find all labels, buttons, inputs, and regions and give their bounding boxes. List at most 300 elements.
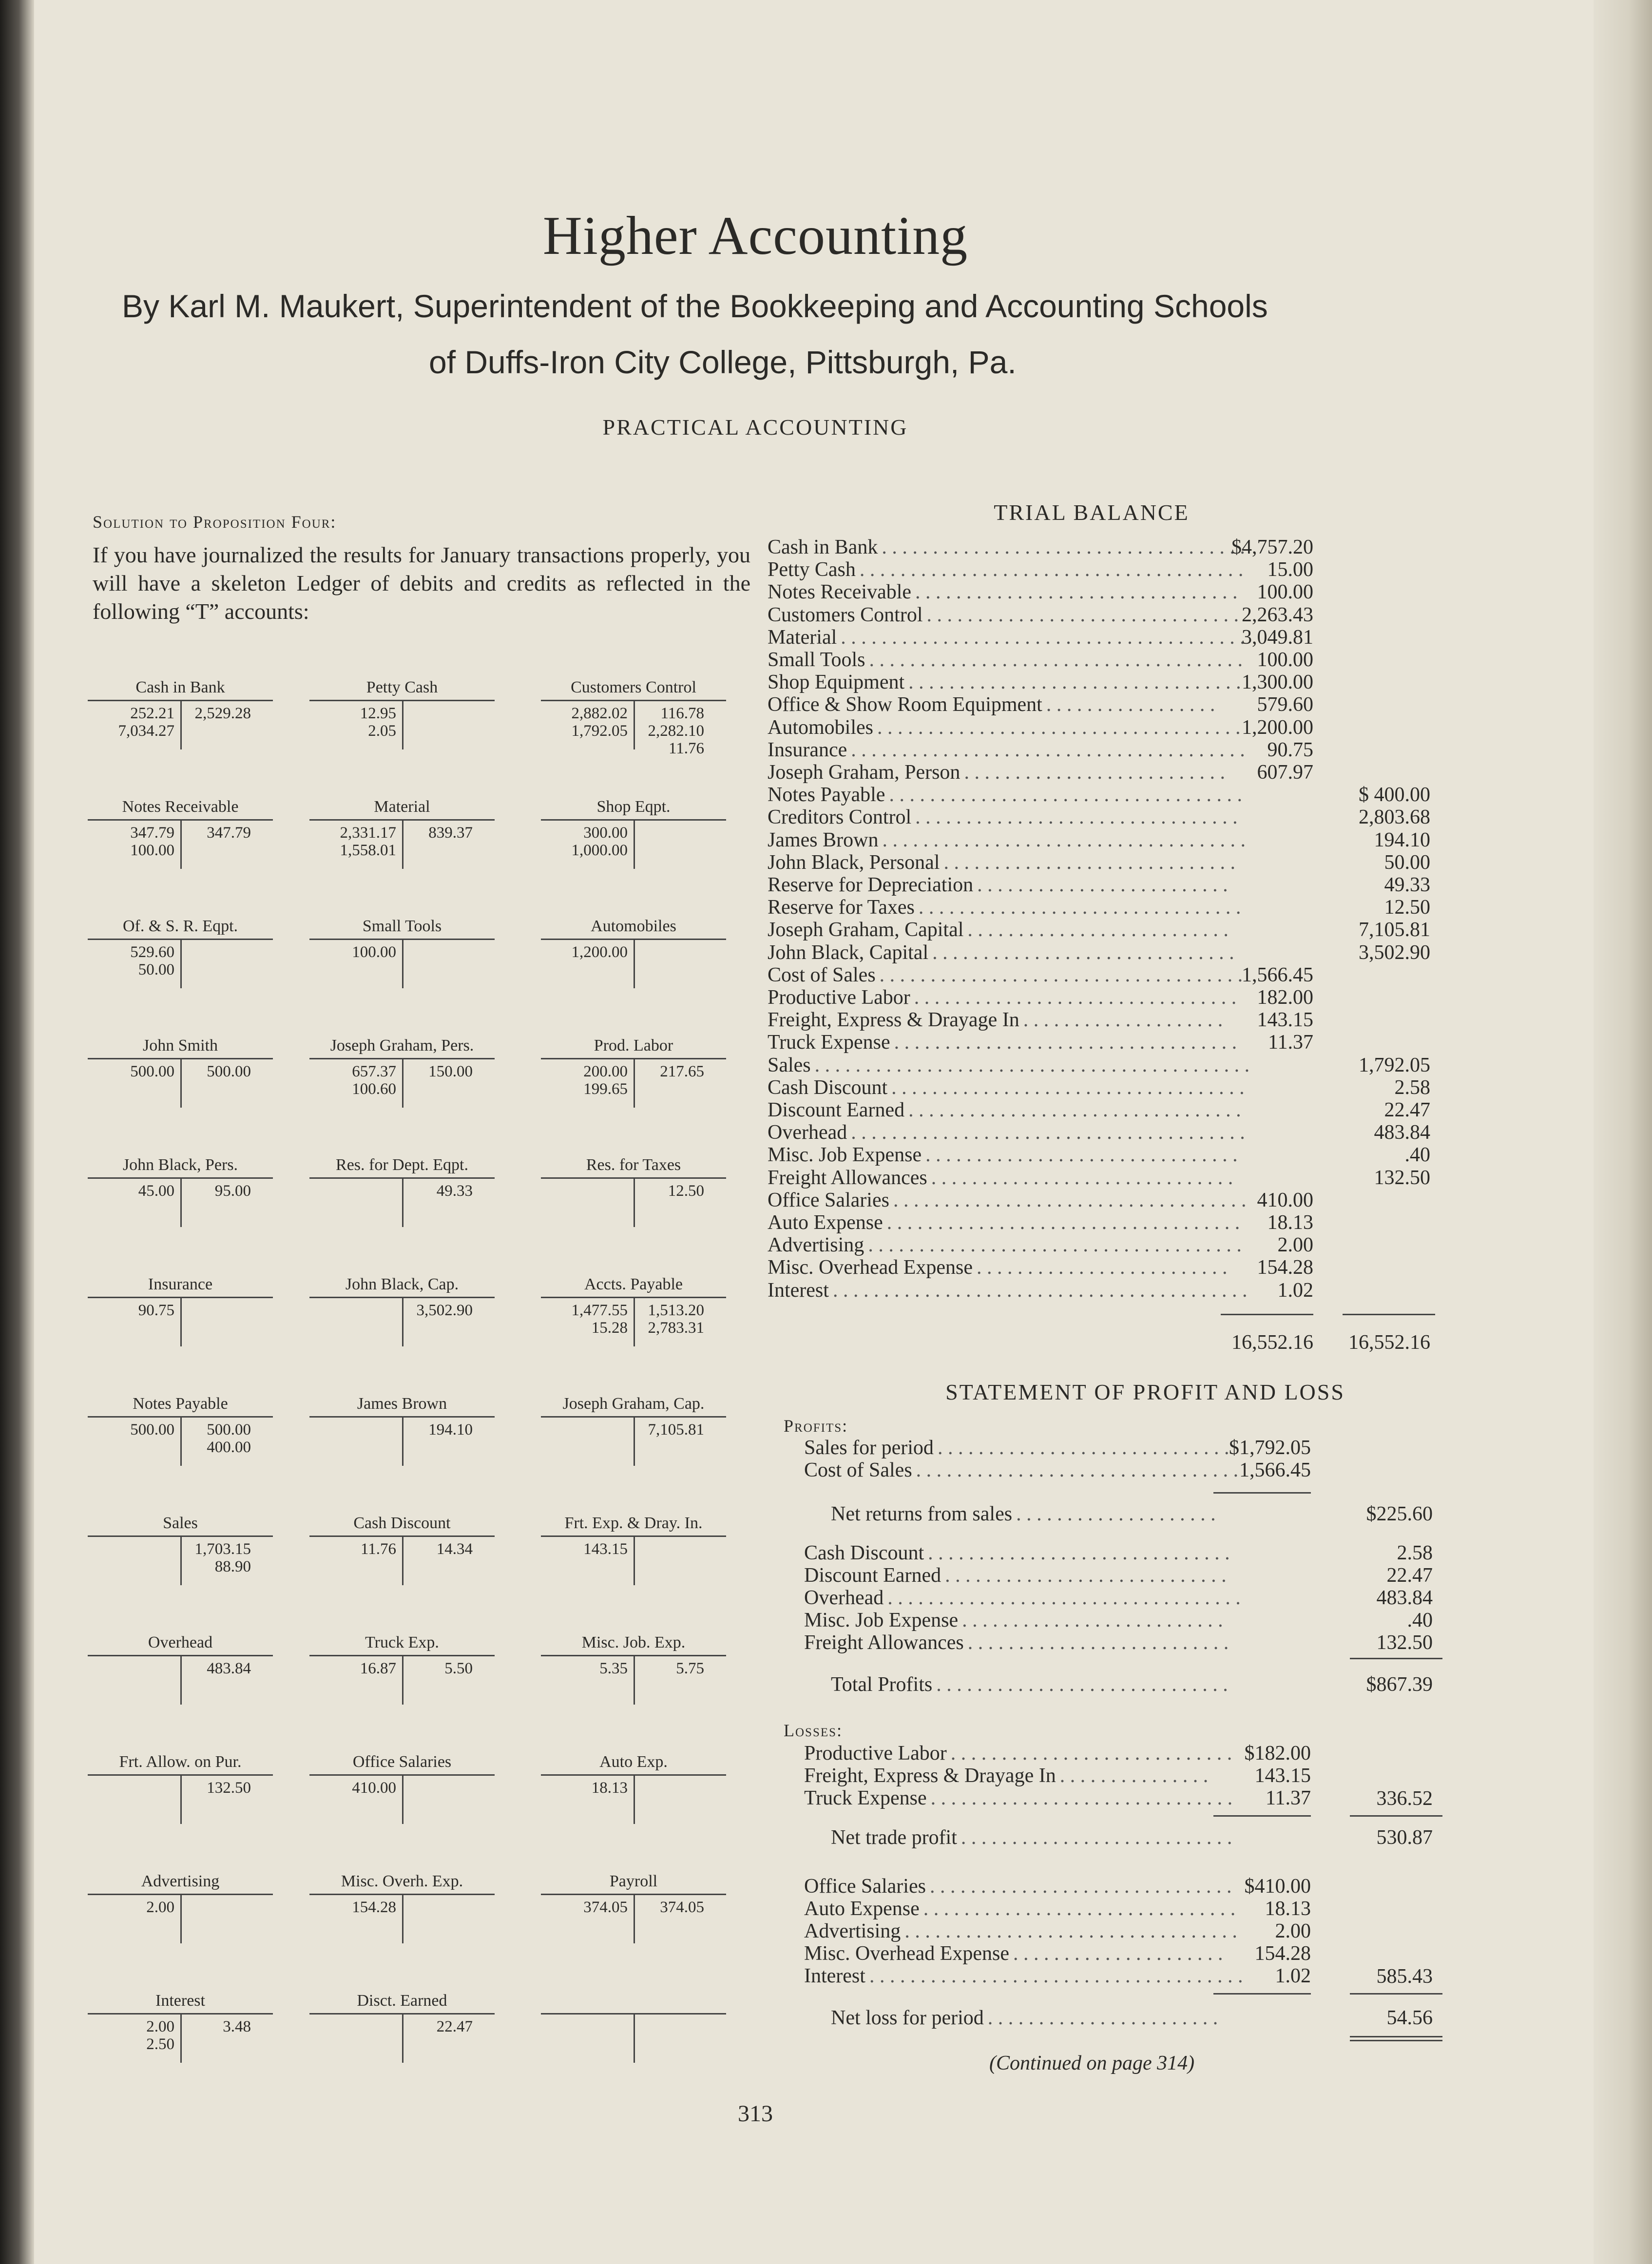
row-value: 143.15 <box>1257 1009 1313 1032</box>
row-value: 90.75 <box>1267 738 1313 761</box>
double-rule <box>1350 2040 1442 2041</box>
page-edge <box>1594 0 1652 2264</box>
t-account-name: Cash Discount <box>353 1514 451 1532</box>
solution-heading: Solution to Proposition Four: <box>93 512 337 532</box>
leader-dots: . . . . . . . . . . . . . . . . . . . . . . . . . <box>977 1256 1228 1279</box>
row-label: Productive Labor <box>768 986 910 1009</box>
t-account-credits: 150.00 <box>428 1063 473 1080</box>
row-label: Creditors Control <box>768 806 912 829</box>
leader-dots: . . . . . . . . . . . . . . . . . . . . . . . . . . . <box>960 1826 1232 1849</box>
leader-dots: . . . . . . . . . . . . . . . . . . . . . . . . . . . . . . . . <box>915 581 1238 604</box>
t-account <box>541 917 726 985</box>
t-account <box>309 1992 495 2060</box>
trial-balance-total-debit: 16,552.16 <box>1231 1331 1313 1354</box>
ledger-row <box>768 761 1430 784</box>
row-value-2: .40 <box>1407 1609 1433 1631</box>
t-account-credits: 12.50 <box>668 1182 704 1200</box>
t-account-name: Sales <box>163 1514 198 1532</box>
ledger-row <box>768 693 1430 716</box>
row-label: Material <box>768 626 837 649</box>
leader-dots: . . . . . . . . . . . . . . . . . . . . . . . . . . . . . . . . <box>916 1459 1239 1481</box>
losses-2-total: 585.43 <box>1376 1965 1433 1988</box>
row-value-2: 22.47 <box>1384 1099 1430 1121</box>
row-value-2: 50.00 <box>1384 851 1430 874</box>
row-label: Sales <box>768 1054 811 1076</box>
t-account-name: Payroll <box>609 1872 658 1890</box>
t-account-name: Prod. Labor <box>594 1036 673 1055</box>
leader-dots: . . . . . . . . . . . . . . . . . . . . . . . . . . . . . . . <box>925 1144 1238 1167</box>
ledger-row <box>804 1920 1311 1942</box>
t-account-divider <box>634 1298 635 1346</box>
ledger-row <box>804 1875 1311 1898</box>
leader-dots: . . . . . . . . . . . . . . . . . . . . . . . . . . . . <box>950 1742 1232 1765</box>
t-account <box>88 1992 273 2060</box>
row-value: 1,566.45 <box>1242 963 1313 986</box>
ledger-row <box>804 1587 1433 1609</box>
t-account-debits: 500.00 <box>130 1421 174 1439</box>
t-account-name: John Black, Cap. <box>345 1275 459 1293</box>
leader-dots: . . . . . . . . . . . . . . . . . . . . . . . . . . . . . <box>936 1673 1228 1696</box>
t-account-divider <box>402 1178 403 1227</box>
ledger-row <box>804 1673 1433 1696</box>
trial-balance-total-credit: 16,552.16 <box>1348 1331 1430 1354</box>
t-account-credits: 500.00 <box>207 1063 251 1080</box>
t-account <box>309 1395 495 1463</box>
t-account-divider <box>634 1178 635 1227</box>
leader-dots: . . . . . . . . . . . . . . . . . . . . . . . . . . . . . . <box>931 1166 1233 1189</box>
t-account-name: Truck Exp. <box>365 1633 439 1651</box>
row-value-2: 2.58 <box>1394 1076 1430 1099</box>
t-account-debits: 374.05 <box>583 1899 628 1916</box>
ledger-row <box>768 851 1430 874</box>
t-account-credits: 1,703.15 88.90 <box>194 1540 251 1575</box>
row-value: 154.28 <box>1257 1256 1313 1279</box>
ledger-row <box>768 784 1430 806</box>
t-account-name: Insurance <box>148 1275 213 1293</box>
t-account-name: Notes Payable <box>133 1395 228 1413</box>
leader-dots: . . . . . . . . . . . . . . . . . . . . . . . . . . . . . . <box>928 1542 1230 1564</box>
t-account-name: Notes Receivable <box>122 798 239 816</box>
leader-dots: . . . . . . . . . . . . . . . . . . . . . . . . . . . . . . . . . . . . . <box>869 649 1243 671</box>
t-account-credits: 217.65 <box>660 1063 704 1080</box>
ledger-row <box>768 829 1430 851</box>
row-label: Freight Allowances <box>804 1631 964 1654</box>
row-label: John Black, Personal <box>768 851 940 874</box>
byline-line-2: of Duffs-Iron City College, Pittsburgh, Pa. <box>429 344 1017 380</box>
t-account-divider <box>634 1895 635 1943</box>
row-value: $4,757.20 <box>1231 536 1313 558</box>
leader-dots: . . . . . . . . . . . . . . . . . . . . <box>1016 1503 1216 1525</box>
row-label: Net trade profit <box>831 1826 957 1849</box>
t-account-divider <box>634 1536 635 1585</box>
ledger-row <box>768 649 1430 671</box>
row-label: Office Salaries <box>804 1875 926 1898</box>
t-account-name: Material <box>374 798 430 816</box>
row-label: John Black, Capital <box>768 941 929 964</box>
row-value-2: .40 <box>1404 1144 1430 1167</box>
t-account <box>88 1872 273 1940</box>
ledger-row <box>768 604 1430 626</box>
t-account-divider <box>634 1417 635 1466</box>
row-value-2: 530.87 <box>1376 1826 1433 1849</box>
ledger-row <box>768 716 1430 739</box>
t-account-credits: 1,513.20 2,783.31 <box>648 1302 704 1337</box>
t-account-name: Res. for Taxes <box>586 1156 681 1174</box>
ledger-row <box>768 1256 1430 1279</box>
row-label: Freight, Express & Drayage In <box>768 1009 1019 1032</box>
t-account-name: Shop Eqpt. <box>596 798 671 816</box>
row-value-2: 132.50 <box>1374 1166 1430 1189</box>
ledger-row <box>768 739 1430 761</box>
t-account-credits: 5.50 <box>444 1660 473 1677</box>
row-label: Freight, Express & Drayage In <box>804 1765 1056 1787</box>
row-value: 154.28 <box>1254 1942 1311 1965</box>
ledger-row <box>768 1144 1430 1166</box>
row-value: 1.02 <box>1275 1965 1311 1987</box>
t-account-divider <box>402 940 403 988</box>
leader-dots: . . . . . . . . . . . . . . . . . . . . . . . . . . . . . . . <box>926 603 1239 626</box>
t-account <box>88 1753 273 1821</box>
row-value-2: 54.56 <box>1386 2007 1433 2029</box>
leader-dots: . . . . . . . . . . . . . . . . . . . . . . . . . . . . . . . . . <box>908 1099 1241 1121</box>
leader-dots: . . . . . . . . . . . . . . . . . . . . . . . . . . <box>964 761 1225 784</box>
t-account-divider <box>634 940 635 988</box>
row-label: Interest <box>804 1965 865 1987</box>
ledger-row <box>768 986 1430 1009</box>
subtotal-rule <box>1213 1492 1311 1494</box>
row-label: Net returns from sales <box>831 1503 1013 1525</box>
t-account-debits: 1,477.55 15.28 <box>571 1302 628 1337</box>
t-account-debits: 2,882.02 1,792.05 <box>571 705 628 740</box>
ledger-row <box>768 1234 1430 1256</box>
t-account-credits: 483.84 <box>207 1660 251 1677</box>
t-account <box>309 678 495 747</box>
row-value: 143.15 <box>1254 1765 1311 1787</box>
t-account-name: Office Salaries <box>352 1753 452 1771</box>
subtotal-rule <box>1350 1815 1442 1817</box>
t-account-divider <box>180 701 182 749</box>
t-account-debits: 500.00 <box>130 1063 174 1080</box>
row-label: Misc. Overhead Expense <box>768 1256 973 1279</box>
t-account <box>88 1275 273 1343</box>
row-value-2: 3,502.90 <box>1359 941 1430 964</box>
t-account-name: Auto Exp. <box>599 1753 668 1771</box>
row-label: Auto Expense <box>804 1898 920 1920</box>
t-account-credits: 49.33 <box>436 1182 473 1200</box>
row-label: Advertising <box>804 1920 901 1942</box>
ledger-row <box>768 536 1430 558</box>
row-value: 2.00 <box>1275 1920 1311 1942</box>
t-account <box>541 1514 726 1582</box>
t-account-name: James Brown <box>357 1395 447 1413</box>
leader-dots: . . . . . . . . . . . . . . . . . . . . . . . . . . . . . . <box>930 1787 1233 1809</box>
t-account-divider <box>402 1775 403 1824</box>
row-label: Net loss for period <box>831 2007 984 2029</box>
ledger-row <box>768 626 1430 649</box>
row-label: Reserve for Depreciation <box>768 874 974 896</box>
subtotal-rule <box>1213 1993 1311 1995</box>
t-account-divider <box>634 701 635 749</box>
double-rule <box>1350 2036 1442 2037</box>
row-label: Shop Equipment <box>768 671 905 694</box>
row-label: Notes Receivable <box>768 581 912 604</box>
ledger-row <box>768 1167 1430 1189</box>
t-account-debits: 2,331.17 1,558.01 <box>340 824 396 859</box>
t-account-name: Overhead <box>148 1633 213 1651</box>
t-account <box>541 1036 726 1105</box>
leader-dots: . . . . . . . . . . . . . . . . . . . . . . . . . . . . . . . . . . . <box>889 784 1242 806</box>
t-account <box>88 1036 273 1105</box>
leader-dots: . . . . . . . . . . . . . . . . . . . . . . . . . . . . . . . . . . . . . . . . . <box>832 1279 1248 1302</box>
row-value: $1,792.05 <box>1229 1437 1311 1459</box>
t-account-name: Petty Cash <box>366 678 438 696</box>
row-value-2: $ 400.00 <box>1359 784 1430 806</box>
losses-1-total: 336.52 <box>1376 1787 1433 1810</box>
t-account-divider <box>402 820 403 869</box>
t-account-credits: 95.00 <box>214 1182 251 1200</box>
subtotal-rule <box>1213 1815 1311 1817</box>
byline-line-1: By Karl M. Maukert, Superintendent of the Bookkeeping and Accounting Schools <box>122 288 1268 324</box>
ledger-row <box>768 1054 1430 1076</box>
t-account-name: Misc. Overh. Exp. <box>341 1872 463 1890</box>
t-account-credits: 5.75 <box>676 1660 704 1677</box>
row-value: 1.02 <box>1277 1279 1313 1302</box>
t-account-name: John Black, Pers. <box>122 1156 238 1174</box>
t-account-credits: 500.00 400.00 <box>207 1421 251 1456</box>
leader-dots: . . . . . . . . . . . . . . . . . . . . . . . . . . . . . . . . . . . . . . . . . . . <box>814 1054 1250 1076</box>
row-value-2: 1,792.05 <box>1359 1054 1430 1076</box>
article-title: Higher Accounting <box>542 206 968 266</box>
t-account-credits: 347.79 <box>207 824 251 842</box>
ledger-row <box>804 1437 1311 1459</box>
profits-label: Profits: <box>784 1416 848 1436</box>
ledger-row <box>804 1826 1433 1849</box>
ledger-row <box>804 1609 1433 1631</box>
row-value: 607.97 <box>1257 761 1313 784</box>
leader-dots: . . . . . . . . . . . . . . . . . . . . . . . . . . . . . . . . . . . <box>891 1076 1245 1099</box>
t-account-debits: 200.00 199.65 <box>583 1063 628 1098</box>
row-value: 1,566.45 <box>1239 1459 1311 1481</box>
row-value-2: 483.84 <box>1374 1121 1430 1144</box>
t-account-debits: 657.37 100.60 <box>352 1063 396 1098</box>
leader-dots: . . . . . . . . . . . . . . . . . . . . . . . . . <box>977 874 1228 896</box>
t-account <box>541 1633 726 1702</box>
leader-dots: . . . . . . . . . . . . . . . . . . . . . . . . . . . . . . . . <box>914 986 1237 1009</box>
subtotal-rule <box>1350 1658 1442 1659</box>
t-account-name: Frt. Exp. & Dray. In. <box>564 1514 703 1532</box>
t-account-name: Accts. Payable <box>584 1275 683 1293</box>
leader-dots: . . . . . . . . . . . . . . . . . . . . . . . . . . . . . . . . . . . . . <box>868 1234 1242 1257</box>
ledger-row <box>768 558 1430 581</box>
leader-dots: . . . . . . . . . . . . . . . . . . . . . . . . . . . . . . . . . <box>904 1920 1237 1942</box>
ledger-row <box>768 964 1430 986</box>
t-account-debits: 300.00 1,000.00 <box>571 824 628 859</box>
t-account-divider <box>402 701 403 749</box>
row-label: Interest <box>768 1279 829 1302</box>
t-account-debits: 16.87 <box>360 1660 396 1677</box>
leader-dots: . . . . . . . . . . . . . . . . . . . . . . . . . . . . . . . . . . . <box>886 1211 1240 1234</box>
ledger-row <box>804 1787 1311 1809</box>
row-label: Cost of Sales <box>804 1459 912 1481</box>
ledger-row <box>768 671 1430 693</box>
row-value: 18.13 <box>1265 1898 1311 1920</box>
row-value-2: $867.39 <box>1366 1673 1433 1696</box>
t-account-name: Disct. Earned <box>357 1992 447 2010</box>
t-account-debits: 45.00 <box>138 1182 174 1200</box>
t-account-divider <box>180 1656 182 1705</box>
row-value: 1,200.00 <box>1242 716 1313 739</box>
row-value: 100.00 <box>1257 581 1313 604</box>
t-account-divider <box>180 1298 182 1346</box>
row-value: 11.37 <box>1268 1031 1313 1054</box>
row-label: Discount Earned <box>768 1099 905 1121</box>
t-account-divider <box>180 820 182 869</box>
t-account-debits: 5.35 <box>599 1660 628 1677</box>
ledger-row <box>768 1031 1430 1054</box>
row-value-2: 2,803.68 <box>1359 806 1430 829</box>
row-label: Auto Expense <box>768 1211 883 1234</box>
t-account <box>541 1992 726 2060</box>
row-label: Insurance <box>768 738 847 761</box>
row-label: Cash Discount <box>804 1542 924 1564</box>
t-account <box>541 798 726 866</box>
t-account <box>309 1633 495 1702</box>
losses-label: Losses: <box>784 1721 843 1740</box>
t-account-divider <box>634 820 635 869</box>
row-label: Cash Discount <box>768 1076 888 1099</box>
ledger-row <box>804 1542 1433 1564</box>
t-account <box>309 798 495 866</box>
row-value-2: 7,105.81 <box>1359 919 1430 941</box>
ledger-row <box>804 1765 1311 1787</box>
t-account-name: Advertising <box>141 1872 220 1890</box>
t-account-debits: 18.13 <box>591 1779 628 1797</box>
t-account-divider <box>180 940 182 988</box>
ledger-row <box>768 896 1430 919</box>
leader-dots: . . . . . . . . . . . . . . . . . . . . <box>1023 1009 1223 1032</box>
ledger-row <box>804 1898 1311 1920</box>
t-account-divider <box>180 1895 182 1943</box>
t-account-divider <box>634 1059 635 1108</box>
row-label: Joseph Graham, Person <box>768 761 960 784</box>
t-account-divider <box>634 1656 635 1705</box>
row-label: Cost of Sales <box>768 963 876 986</box>
leader-dots: . . . . . . . . . . . . . . . . . . . . . . . . . . . . . <box>943 851 1235 874</box>
row-label: Truck Expense <box>804 1787 927 1809</box>
leader-dots: . . . . . . . . . . . . . . . . . . . . . . . . . . . . . . . . <box>918 896 1241 919</box>
leader-dots: . . . . . . . . . . . . . . . . . . . . . . . . . . . . . . . . <box>915 806 1238 829</box>
t-account-debits: 11.76 <box>360 1540 396 1558</box>
intro-paragraph: If you have journalized the results for January transactions properly, you will have a skeleton Ledger of debits and credits as reflected in the following “T” accounts: <box>93 542 750 624</box>
t-account <box>309 1156 495 1224</box>
t-account-name: Joseph Graham, Cap. <box>562 1395 705 1413</box>
t-account-divider <box>180 1178 182 1227</box>
leader-dots: . . . . . . . . . . . . . . . . . . . . . . . . . . . . . . . . . . . . <box>877 716 1241 739</box>
t-account <box>88 917 273 985</box>
leader-dots: . . . . . . . . . . . . . . . . . . . . . . . . . . . . . . . . . . . . . . . . <box>841 626 1245 649</box>
leader-dots: . . . . . . . . . . . . . . . <box>1059 1765 1209 1787</box>
t-account-credits: 132.50 <box>207 1779 251 1797</box>
leader-dots: . . . . . . . . . . . . . . . . . . . . . . . . . . . . . . <box>932 941 1234 964</box>
row-label: James Brown <box>768 828 879 851</box>
leader-dots: . . . . . . . . . . . . . . . . . . . . . <box>1013 1942 1223 1965</box>
leader-dots: . . . . . . . . . . . . . . . . . . . . . . . . . . . . . . . . . . . . <box>879 963 1243 986</box>
t-account <box>541 678 726 757</box>
leader-dots: . . . . . . . . . . . . . . . . . <box>1046 693 1215 716</box>
t-account-divider <box>402 1417 403 1466</box>
row-value: 579.60 <box>1257 693 1313 716</box>
t-account-name: Frt. Allow. on Pur. <box>119 1753 242 1771</box>
leader-dots: . . . . . . . . . . . . . . . . . . . . . . . . . . <box>962 1609 1223 1631</box>
ledger-row <box>804 1503 1433 1525</box>
t-account-debits: 12.95 2.05 <box>360 705 396 740</box>
row-label: Notes Payable <box>768 784 885 806</box>
t-account-credits: 22.47 <box>436 2018 473 2035</box>
leader-dots: . . . . . . . . . . . . . . . . . . . . . . . . . . . . . . <box>929 1875 1232 1898</box>
row-value-2: 12.50 <box>1384 896 1430 919</box>
row-value: 410.00 <box>1257 1189 1313 1211</box>
t-account <box>309 917 495 985</box>
leader-dots: . . . . . . . . . . . . . . . . . . . . . . . . . . <box>967 1631 1229 1654</box>
ledger-row <box>768 1009 1430 1031</box>
row-label: Reserve for Taxes <box>768 896 915 919</box>
t-account-divider <box>402 1656 403 1705</box>
t-account <box>88 678 273 747</box>
ledger-row <box>768 941 1430 964</box>
t-account <box>309 1872 495 1940</box>
row-label: Productive Labor <box>804 1742 947 1765</box>
row-label: Overhead <box>804 1587 884 1609</box>
t-account-credits: 374.05 <box>660 1899 704 1916</box>
row-label: Office Salaries <box>768 1189 889 1211</box>
t-account-name: Cash in Bank <box>135 678 225 696</box>
ledger-row <box>804 1631 1433 1654</box>
row-value: 18.13 <box>1267 1211 1313 1234</box>
t-account <box>309 1514 495 1582</box>
row-value: $182.00 <box>1244 1742 1311 1765</box>
t-account-debits: 90.75 <box>138 1302 174 1319</box>
row-label: Cash in Bank <box>768 536 878 558</box>
page-number: 313 <box>738 2101 773 2127</box>
t-account-credits: 2,529.28 <box>194 705 251 722</box>
t-account-name: Misc. Job. Exp. <box>581 1633 686 1651</box>
t-account <box>88 798 273 866</box>
leader-dots: . . . . . . . . . . . . . . . . . . . . . . . . . . . . . . . . . . . . . . <box>859 558 1244 581</box>
row-value: 3,049.81 <box>1242 626 1313 649</box>
row-value-2: 194.10 <box>1374 828 1430 851</box>
row-label: Discount Earned <box>804 1564 941 1587</box>
t-account-credits: 3.48 <box>223 2018 251 2035</box>
leader-dots: . . . . . . . . . . . . . . . . . . . . . . . . . . . . . . . . . . <box>894 1031 1237 1054</box>
t-account <box>541 1275 726 1343</box>
ledger-row <box>768 1099 1430 1121</box>
t-account-debits: 1,200.00 <box>571 943 628 961</box>
t-account-divider <box>180 2014 182 2063</box>
row-value: 11.37 <box>1266 1787 1311 1809</box>
t-account <box>309 1036 495 1105</box>
row-label: Truck Expense <box>768 1031 890 1054</box>
t-account-debits: 410.00 <box>352 1779 396 1797</box>
leader-dots: . . . . . . . . . . . . . . . . . . . . . . . . . . . . . . . . . . . <box>887 1587 1241 1609</box>
row-label: Automobiles <box>768 716 873 739</box>
t-account-divider <box>180 1536 182 1585</box>
t-account-divider <box>402 2014 403 2063</box>
row-label: Petty Cash <box>768 558 856 581</box>
ledger-row <box>768 1121 1430 1144</box>
ledger-row <box>768 1189 1430 1211</box>
t-account-credits: 839.37 <box>428 824 473 842</box>
t-account-credits: 3,502.90 <box>416 1302 473 1319</box>
